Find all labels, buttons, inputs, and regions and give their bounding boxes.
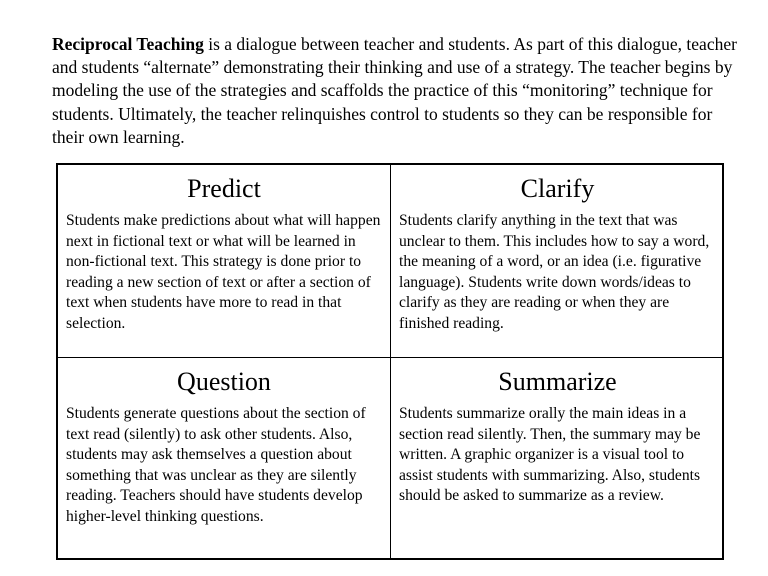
summarize-cell — [391, 358, 724, 558]
question-description: Students generate questions about the section of text read (silently) to ask other students. Also, students may ask themselves a question about something that was unclear as they are silently reading. Teachers should have students develop higher-level thinking questions. — [66, 405, 366, 525]
strategy-table — [56, 163, 724, 560]
intro-text: is a dialogue between teacher and students. As part of this dialogue, teacher and students “alternate” demonstrating their thinking and use of a strategy. The teacher begins by modeling the use of the strategies and scaffolds the practice of this “monitoring” technique for students. Ultimately, the teacher relinquishes control to students so they can be responsible for their own learning. — [52, 34, 737, 147]
predict-cell — [58, 165, 391, 358]
question-title: Question — [177, 367, 271, 396]
summarize-description: Students summarize orally the main ideas in a section read silently. Then, the summary may be written. A graphic organizer is a visual tool to assist students with summarizing. Also, students should be asked to summarize as a review. — [399, 405, 701, 504]
predict-description: Students make predictions about what will happen next in fictional text or what will be learned in non-fictional text. This strategy is done prior to reading a new section of text or after a section of text when students have more to read in that selection. — [66, 212, 381, 332]
summarize-title: Summarize — [498, 367, 617, 396]
predict-title: Predict — [187, 174, 261, 203]
clarify-title: Clarify — [520, 174, 595, 203]
intro-bold-term: Reciprocal Teaching — [52, 34, 204, 54]
clarify-cell — [391, 165, 724, 358]
question-cell — [58, 358, 391, 558]
clarify-description: Students clarify anything in the text that was unclear to them. This includes how to say a word, the meaning of a word, or an idea (i.e. figurative language). Students write down words/ideas to clarify as they are reading or when they are finished reading. — [399, 212, 710, 332]
intro-paragraph — [52, 33, 742, 149]
